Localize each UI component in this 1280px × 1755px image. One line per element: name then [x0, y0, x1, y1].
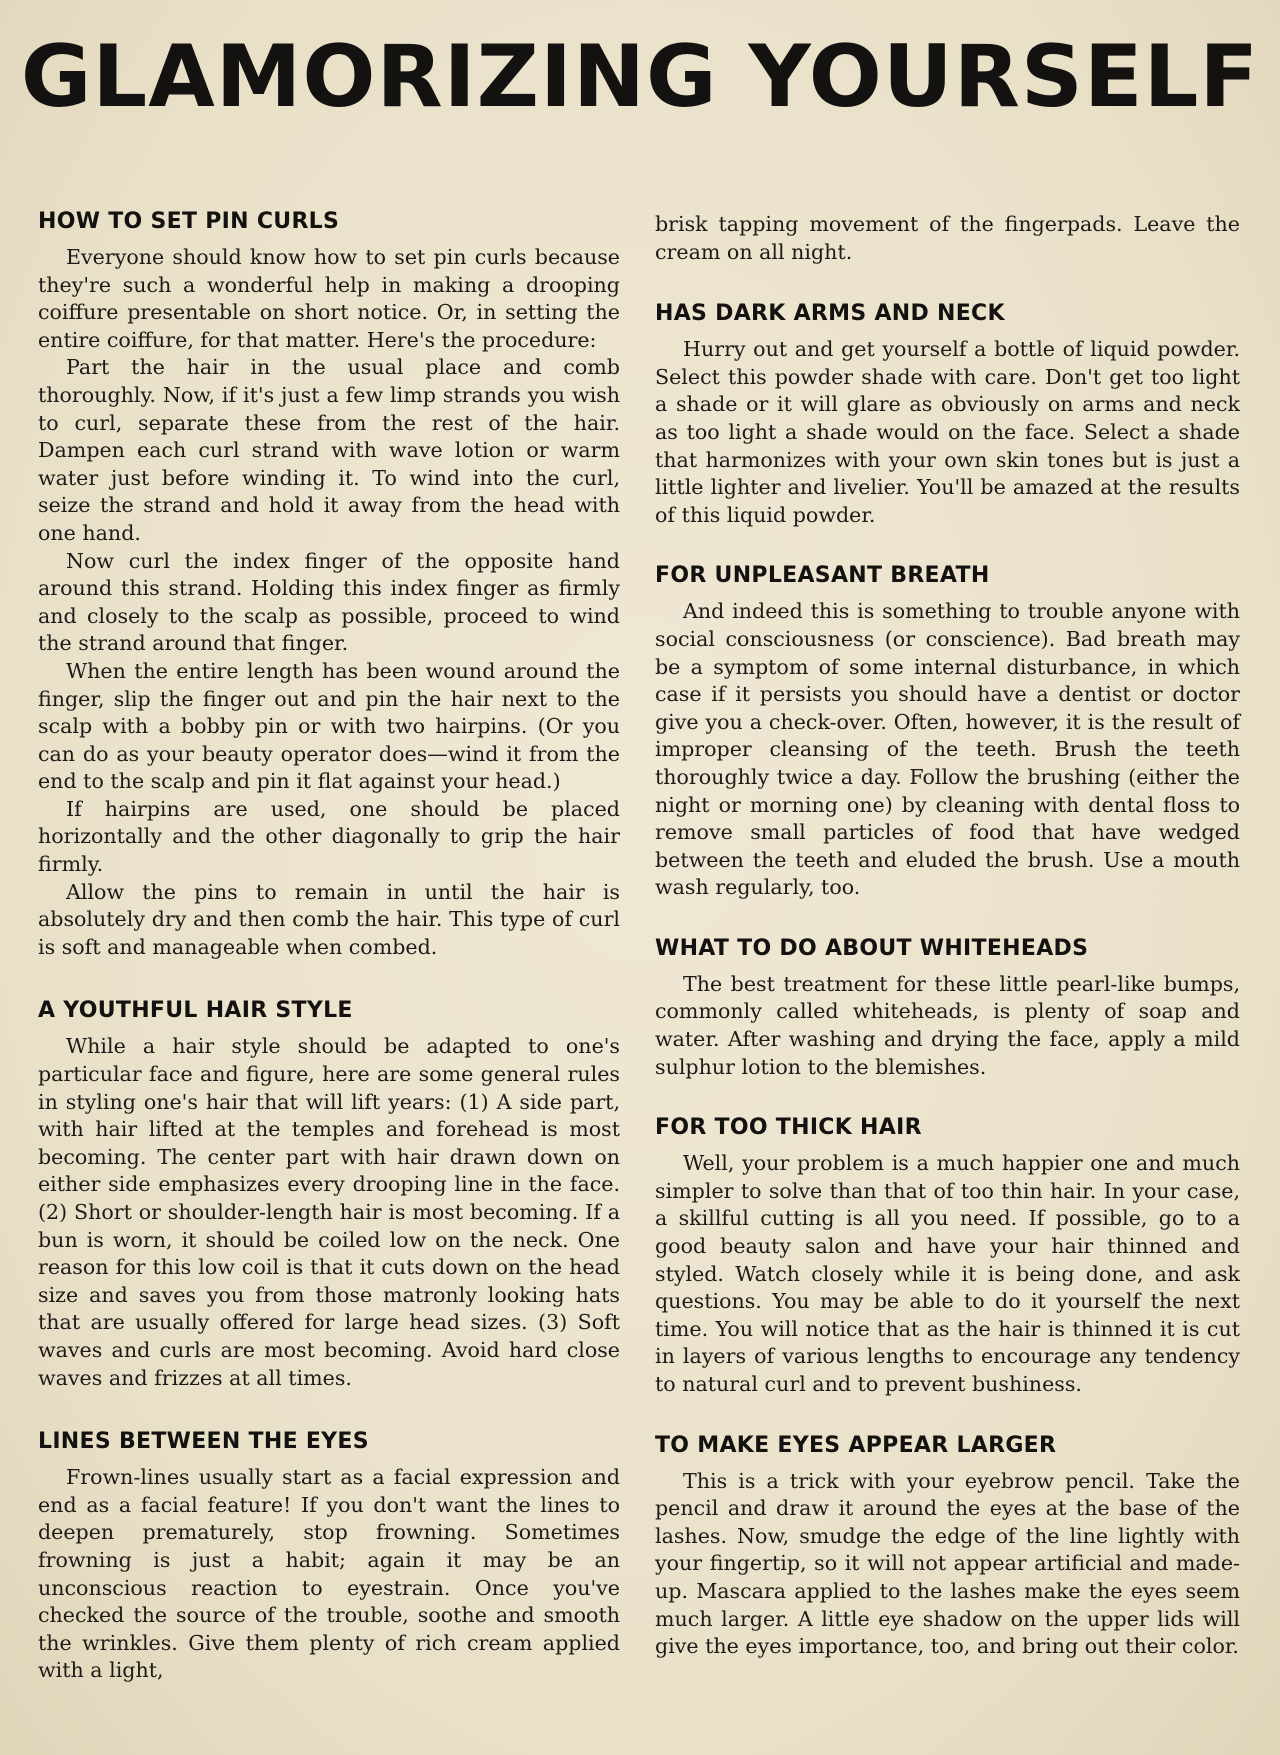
section-heading: LINES BETWEEN THE EYES [38, 1429, 369, 1455]
section-heading: WHAT TO DO ABOUT WHITEHEADS [655, 935, 1089, 961]
section-heading: FOR UNPLEASANT BREATH [655, 563, 990, 589]
paragraph: When the entire length has been wound around the finger, slip the finger out and pin the hair next to the scalp with a bobby pin or with two hairpins. (Or you can do as your beauty operator does—wind it from the end to the scalp and pin it flat against your head.) [38, 658, 620, 794]
section-whiteheads [655, 935, 1240, 1081]
paragraph: This is a trick with your eyebrow pencil. Take the pencil and draw it around the eyes at the base of the lashes. Now, smudge the edge of the line lightly with your fingertip, so it will not appear artificial and made-up. Mascara applied to the lashes make the eyes seem much larger. A little eye shadow on the upper lids will give the eyes importance, too, and bring out their color. [655, 1468, 1240, 1659]
section-pin-curls [38, 208, 620, 961]
section-youthful-hair-style [38, 997, 620, 1392]
section-thick-hair [655, 1114, 1240, 1398]
paragraph: And indeed this is something to trouble anyone with social consciousness (or conscience). Bad breath may be a symptom of some internal disturbance, in which case if it persists you should have a dentist or doctor give you a check-over. Often, however, it is the result of improper cleansing of the teeth. Brush the teeth thoroughly twice a day. Follow the brushing (either the night or morning one) by cleaning with dental floss to remove small particles of food that have wedged between the teeth and eluded the brush. Use a mouth wash regularly, too. [655, 599, 1240, 900]
section-heading: HAS DARK ARMS AND NECK [655, 301, 1005, 327]
paragraph: Everyone should know how to set pin curls because they're such a wonderful help in making a drooping coiffure presentable on short notice. Or, in setting the entire coiffure, for that matter. Here's the procedure: [38, 245, 620, 352]
page-title: GLAMORIZING YOURSELF [20, 27, 1260, 127]
paragraph: Frown-lines usually start as a facial expression and end as a facial feature! If you don't want the lines to deepen prematurely, stop frowning. Sometimes frowning is just a habit; again it may be an unconscious reaction to eyestrain. Once you've checked the source of the trouble, soothe and smooth the wrinkles. Give them plenty of rich cream applied with a light, [38, 1465, 620, 1683]
section-heading: A YOUTHFUL HAIR STYLE [38, 998, 353, 1024]
right-column [655, 211, 1240, 1661]
left-column [38, 208, 620, 1685]
paragraph: While a hair style should be adapted to one's particular face and figure, here are some general rules in styling one's hair that will lift years: (1) A side part, with hair lifted at the temples and forehead is most becoming. The center part with hair drawn down on either side emphasizes every drooping line in the face. (2) Short or shoulder-length hair is most becoming. If a bun is worn, it should be coiled low on the neck. One reason for this low coil is that it cuts down on the head size and saves you from those matronly looking hats that are usually offered for large head sizes. (3) Soft waves and curls are most becoming. Avoid hard close waves and frizzes at all times. [38, 1034, 620, 1390]
section-eyes-larger [655, 1432, 1240, 1661]
section-heading: TO MAKE EYES APPEAR LARGER [655, 1432, 1057, 1458]
paragraph: Part the hair in the usual place and comb thoroughly. Now, if it's just a few limp strands you wish to curl, separate these from the rest of the hair. Dampen each curl strand with wave lotion or warm water just before winding it. To wind into the curl, seize the strand and hold it away from the head with one hand. [38, 355, 620, 545]
continued-paragraph: brisk tapping movement of the fingerpads. Leave the cream on all night. [655, 212, 1240, 264]
paragraph: The best treatment for these little pearl-like bumps, commonly called whiteheads, is plenty of soap and water. After washing and drying the face, apply a mild sulphur lotion to the blemishes. [655, 971, 1240, 1079]
paragraph: Well, your problem is a much happier one and much simpler to solve than that of too thin hair. In your case, a skillful cutting is all you need. If possible, go to a good beauty salon and have your hair thinned and styled. Watch closely while it is being done, and ask questions. You may be able to do it yourself the next time. You will notice that as the hair is thinned it is cut in layers of various lengths to encourage any tendency to natural curl and to prevent bushiness. [655, 1151, 1240, 1396]
paragraph: Now curl the index finger of the opposite hand around this strand. Holding this index finger as firmly and closely to the scalp as possible, proceed to wind the strand around that finger. [38, 548, 620, 656]
section-heading: HOW TO SET PIN CURLS [38, 209, 340, 234]
section-unpleasant-breath [655, 562, 1240, 902]
section-lines-between-eyes [38, 1428, 620, 1685]
paragraph: If hairpins are used, one should be placed horizontally and the other diagonally to grip the hair firmly. [38, 796, 620, 877]
paragraph: Hurry out and get yourself a bottle of liquid powder. Select this powder shade with care. Don't get too light a shade or it will glare as obviously on arms and neck as too light a shade would on the face. Select a shade that harmonizes with your own skin tones but is just a little lighter and livelier. You'll be amazed at the results of this liquid powder. [655, 337, 1240, 527]
paragraph: Allow the pins to remain in until the hair is absolutely dry and then comb the hair. This type of curl is soft and manageable when combed. [38, 879, 620, 959]
section-heading: FOR TOO THICK HAIR [655, 1115, 922, 1141]
section-dark-arms-neck [655, 300, 1240, 529]
